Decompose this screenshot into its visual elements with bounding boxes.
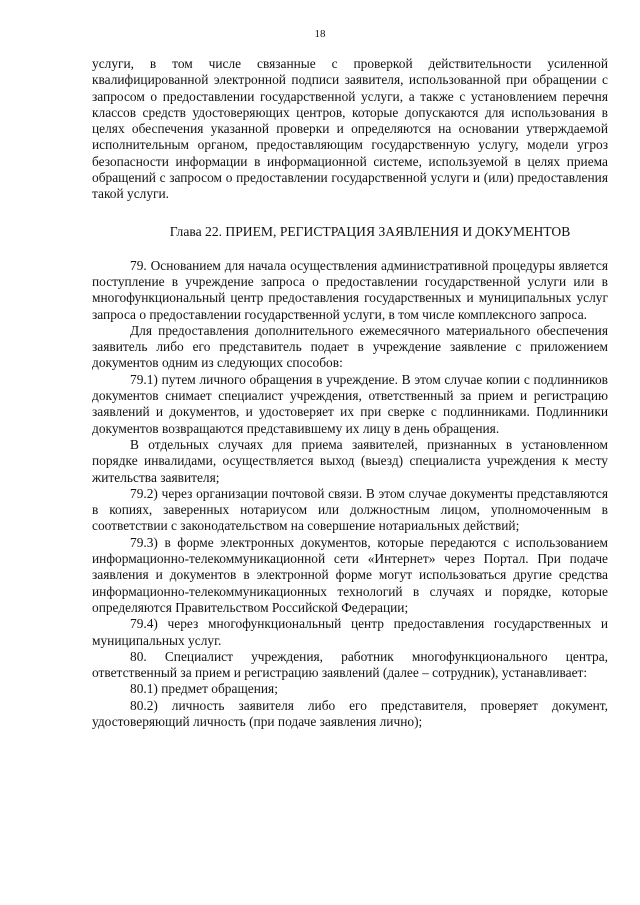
page-number: 18 — [314, 28, 326, 40]
paragraph-home-visit: В отдельных случаях для приема заявителей, признанных в установленном порядке инвалидами, осуществляется выход (выезд) специалиста учреждения к месту жительства заявителя; — [92, 436, 608, 485]
paragraph-80-1: 80.1) предмет обращения; — [130, 681, 278, 697]
paragraph-80: 80. Специалист учреждения, работник многофункционального центра, ответственный за прием и регистрацию заявлений (далее – сотрудник), устанавливает: — [92, 648, 608, 681]
paragraph-submission-methods: Для предоставления дополнительного ежемесячного материального обеспечения заявитель либо его представитель подает в учреждение заявление с приложением документов одним из следующих способов: — [92, 322, 608, 371]
paragraph-79: 79. Основанием для начала осуществления административной процедуры является поступление в учреждение запроса о предоставлении государственной услуги или в многофункциональный центр предоставления государственных и муниципальных услуг запроса о предоставлении государственной услуги, в том числе комплексного запроса. — [92, 257, 608, 322]
paragraph-79-1: 79.1) путем личного обращения в учреждение. В этом случае копии с подлинников документов снимает специалист учреждения, ответственный за прием и регистрацию заявлений и документов, и удостоверяет их при сверке с подлинниками. Подлинники документов возвращаются представившему их лицу в день обращения. — [92, 371, 608, 436]
paragraph-79-3: 79.3) в форме электронных документов, которые передаются с использованием информационно-телекоммуникационной сети «Интернет» через Портал. При подаче заявления и документов в электронной форме могут использоваться другие средства информационно-телекоммуникационных технологий в случаях и порядке, которые определяются Правительством Российской Федерации; — [92, 534, 608, 615]
chapter-heading: Глава 22. ПРИЕМ, РЕГИСТРАЦИЯ ЗАЯВЛЕНИЯ И ДОКУМЕНТОВ — [169, 223, 571, 239]
paragraph-79-2: 79.2) через организации почтовой связи. В этом случае документы представляются в копиях, заверенных нотариусом или должностным лицом, уполномоченным в соответствии с законодательством на совершение нотариальных действий; — [92, 485, 608, 534]
page-content — [92, 56, 608, 730]
intro-paragraph: услуги, в том числе связанные с проверкой действительности усиленной квалифицированной электронной подписи заявителя, использованной при обращении с запросом о предоставлении государственной услуги, а также с установлением перечня классов средств удостоверяющих центров, которые допускаются для использования в целях обеспечения указанной проверки и определяются на основании утверждаемой исполнительным органом, предоставляющим государственную услугу, модели угроз безопасности информации в информационной системе, используемой в целях приема обращений с запросом о предоставлении государственной услуги и (или) предоставления такой услуги. — [92, 56, 608, 202]
paragraph-79-4: 79.4) через многофункциональный центр предоставления государственных и муниципальных услуг. — [92, 616, 608, 648]
paragraph-80-2: 80.2) личность заявителя либо его представителя, проверяет документ, удостоверяющий личность (при подаче заявления лично); — [92, 697, 608, 729]
